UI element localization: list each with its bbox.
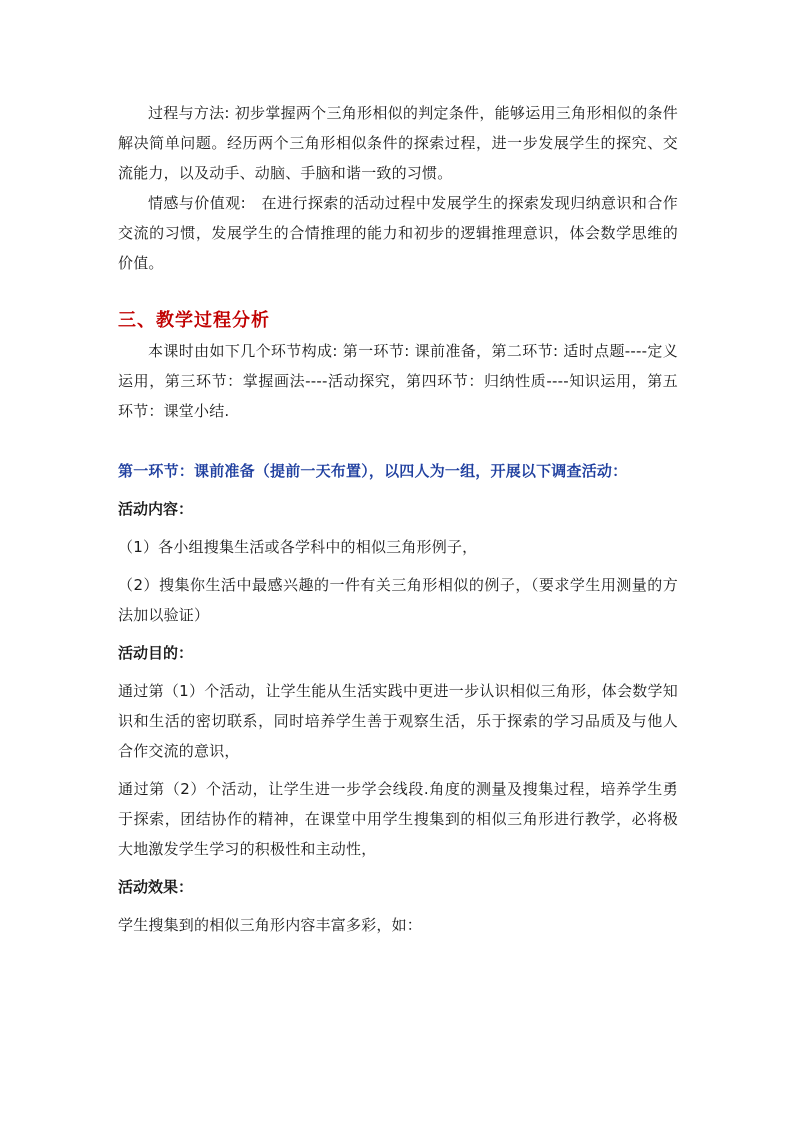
activity-item-2: （2）搜集你生活中最感兴趣的一件有关三角形相似的例子，（要求学生用测量的方法加以验证） — [118, 576, 678, 624]
spacer — [118, 278, 678, 306]
activity-content-label: 活动内容： — [118, 500, 194, 518]
activity-effect-label: 活动效果： — [118, 878, 194, 896]
step1-heading: 第一环节：课前准备（提前一天布置），以四人为一组，开展以下调查活动： — [118, 462, 628, 480]
activity-item-1: （1）各小组搜集生活或各学科中的相似三角形例子， — [118, 538, 478, 556]
objective-process-method: 过程与方法: 初步掌握两个三角形相似的判定条件，能够运用三角形相似的条件解决简单问题。经历两个三角形相似条件的探索过程，进一步发展学生的探究、交流能力，以及动手、动脑、手脑和谐一致的习惯。 — [118, 104, 678, 182]
activity-purpose-label: 活动目的： — [118, 644, 194, 662]
activity-effect-text: 学生搜集到的相似三角形内容丰富多彩，如： — [118, 916, 423, 934]
activity-purpose-2: 通过第（2）个活动，让学生进一步学会线段.角度的测量及搜集过程，培养学生勇于探索，团结协作的精神，在课堂中用学生搜集到的相似三角形进行教学，必将极大地激发学生学习的积极性和主动性， — [118, 780, 678, 858]
document-body — [118, 98, 678, 940]
activity-purpose-1: 通过第（1）个活动，让学生能从生活实践中更进一步认识相似三角形，体会数学知识和生活的密切联系，同时培养学生善于观察生活，乐于探索的学习品质及与他人合作交流的意识， — [118, 682, 678, 760]
objective-emotion-value: 情感与价值观: 在进行探索的活动过程中发展学生的探索发现归纳意识和合作交流的习惯，发展学生的合情推理的能力和初步的逻辑推理意识，体会数学思维的价值。 — [118, 194, 678, 272]
section-intro: 本课时由如下几个环节构成: 第一环节: 课前准备，第二环节: 适时点题----定义运用，第三环节：掌握画法----活动探究，第四环节：归纳性质----知识运用，第五环节：课堂小结. — [118, 342, 678, 420]
spacer — [118, 426, 678, 456]
section-heading-teaching-process: 三、教学过程分析 — [118, 310, 270, 331]
